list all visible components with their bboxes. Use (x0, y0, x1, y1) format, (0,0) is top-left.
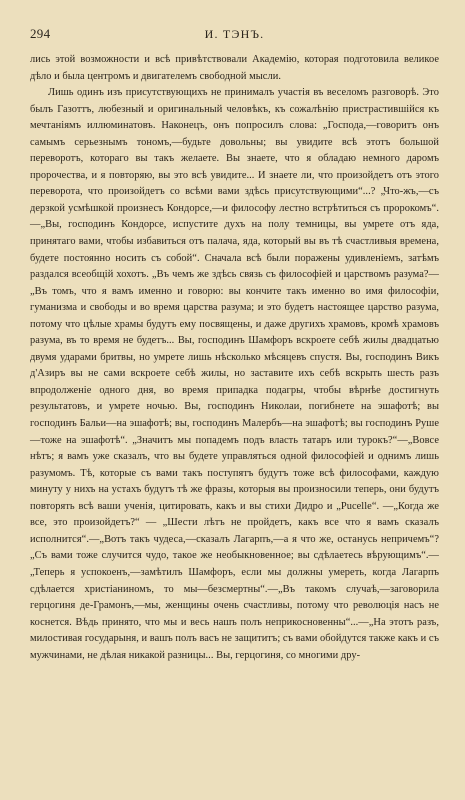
running-head: И. ТЭНЪ. (204, 27, 265, 41)
paragraph-continuation: лись этой возможности и всѣ привѣтствовали Академію, которая подготовила великое дѣло и была центромъ и двигателемъ свободной мысли. (30, 54, 439, 82)
page-header (30, 26, 439, 48)
paragraph-gazotte-prophecy: Лишь одинъ изъ присутствующихъ не принималъ участія въ веселомъ разговорѣ. Это былъ Газоттъ, любезный и оригинальный человѣкъ, къ сожалѣнію пристрастившійся къ мечтаніямъ иллюминатовъ. Наконецъ, онъ попросилъ слова: „Господа,—говоритъ онъ самымъ серьезнымъ тономъ,—будьте довольны; вы увидите всѣ этотъ большой переворотъ, котораго вы такъ желаете. Вы знаете, что я обладаю немного даромъ пророчества, и я повторяю, вы это всѣ увидите... И знаете ли, что произойдетъ отъ этого переворота, что произойдетъ со всѣми вами здѣсь присутствующими“...? „Что-жъ,—съ дерзкой усмѣшкой произнесъ Кондорсе,—и философу лестно встрѣтиться съ пророкомъ“.—„Вы, господинъ Кондорсе, испустите духъ на полу темницы, вы умрете отъ яда, принятаго вами, чтобы избавиться отъ палача, яда, который вы въ тѣ счастливыя времена, будете постоянно носить съ собой“. Сначала всѣ были поражены удивленіемъ, затѣмъ раздался всеобщій хохотъ. „Въ чемъ же здѣсь связь съ философіей и царствомъ разума?—„Въ томъ, что я вамъ именно и говорю: вы кончите такъ именно во имя философіи, гуманизма и свободы и во время царства разума; и это будетъ настоящее царство разума, потому что цѣлые храмы будутъ ему посвящены, и даже другихъ храмовъ, кромѣ храмовъ разума, въ то время не будетъ... Вы, господинъ Шамфоръ вскроете себѣ жилы двадцатью двумя ударами бритвы, но умрете лишь нѣсколько мѣсяцевъ спустя. Вы, господинъ Викъ д'Азиръ вы не сами вскроете себѣ жилы, но заставите ихъ себѣ вскрыть шесть разъ впродолженіе одного дня, во время припадка подагры, чтобы вѣрнѣе достигнуть результатовъ, и умрете ночью. Вы, господинъ Николаи, погибнете на эшафотѣ; вы господинъ Бальи—на эшафотѣ; вы, господинъ Малербъ—на эшафотѣ; вы господинъ Руше—тоже на эшафотѣ“. „Значитъ мы попадемъ подъ власть татаръ или турокъ?“—„Вовсе нѣтъ; я вамъ уже сказалъ, что вы будете управляться одной философіей и однимъ лишь разумомъ. Тѣ, которые съ вами такъ поступятъ будутъ тоже всѣ философами, каждую минуту у нихъ на устахъ будутъ тѣ же фразы, которыя вы произносили теперь, они будутъ повторять всѣ ваши ученія, цитировать, какъ и вы стихи Дидро и „Pucelle“. —„Когда же все, это произойдетъ?“ — „Шести лѣтъ не пройдетъ, какъ все что я вамъ сказалъ исполнится“.—„Вотъ такъ чудеса,—сказалъ Лагарпъ,—а я что же, останусь непричемъ“? „Съ вами тоже случится чудо, такое же необыкновенное; вы сдѣлаетесь вѣрующимъ“.—„Теперь я успокоенъ,—замѣтилъ Шамфоръ, если мы должны умереть, когда Лагарпъ сдѣлается христіаниномъ, то мы—безсмертны“.—„Въ такомъ случаѣ,—заговорила герцогиня де-Грамонъ,—мы, женщины очень счастливы, потому что революція насъ не коснется. Вѣдь принято, что мы и весь нашъ полъ неприкосновенны“...—„На этотъ разъ, милостивая государыня, и вашъ полъ васъ не защититъ; съ вами обойдутся также какъ и съ мужчинами, не дѣлая никакой разницы... Вы, герцогиня, со многими дру- (30, 87, 439, 661)
page-number: 294 (30, 26, 51, 41)
body-text (30, 52, 439, 664)
